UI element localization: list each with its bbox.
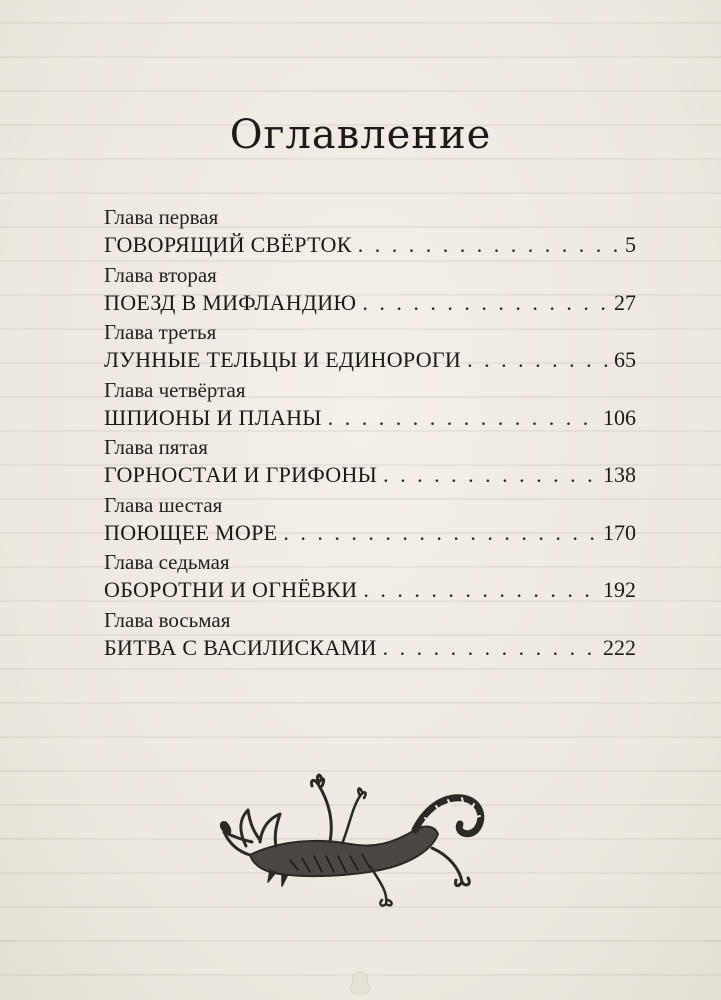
dot-leader	[328, 403, 597, 433]
chapter-page-number: 170	[603, 519, 636, 545]
chapter-row	[104, 633, 636, 663]
chapter-title: ОБОРОТНИ И ОГНЁВКИ	[104, 577, 358, 602]
chapter-page-number: 65	[614, 347, 636, 372]
chapter-row	[104, 460, 636, 490]
chapter-title: ПОЕЗД В МИФЛАНДИЮ	[104, 289, 357, 315]
ornament-icon	[345, 968, 375, 998]
chapter-title: ГОРНОСТАИ И ГРИФОНЫ	[104, 462, 378, 487]
chapter-title: ГОВОРЯЩИЙ СВЁРТОК	[104, 232, 352, 257]
chapter-page-number: 192	[603, 577, 636, 602]
dot-leader	[358, 230, 619, 260]
chapter-label: Глава пятая	[104, 435, 208, 459]
chapter-page-number: 106	[603, 404, 636, 430]
chapter-page-number: 5	[625, 232, 636, 257]
toc-entry-3	[104, 319, 636, 377]
page-title: Оглавление	[229, 112, 492, 158]
dot-leader	[467, 345, 608, 375]
chapter-title: БИТВА С ВАСИЛИСКАМИ	[104, 634, 377, 660]
chapter-label: Глава седьмая	[104, 550, 230, 574]
toc-entry-7	[104, 549, 636, 607]
chapter-title: ШПИОНЫ И ПЛАНЫ	[104, 404, 322, 430]
toc-entry-1	[104, 204, 636, 262]
chapter-page-number: 27	[614, 289, 636, 315]
dot-leader	[383, 460, 597, 490]
dot-leader	[383, 633, 597, 663]
chapter-label: Глава четвёртая	[104, 377, 246, 402]
chapter-page-number: 138	[603, 462, 636, 487]
chapter-label: Глава третья	[104, 320, 217, 344]
chapter-label: Глава первая	[104, 205, 219, 229]
chapter-page-number: 222	[603, 634, 636, 660]
dot-leader	[363, 575, 597, 605]
chapter-row	[104, 345, 636, 375]
chapter-row	[104, 518, 636, 548]
toc-entry-5	[104, 434, 636, 492]
chapter-label: Глава вторая	[104, 262, 217, 287]
table-of-contents	[104, 204, 636, 664]
chapter-label: Глава восьмая	[104, 607, 231, 632]
toc-entry-8	[104, 607, 636, 665]
dot-leader	[362, 288, 608, 318]
chapter-row	[104, 403, 636, 433]
dragon-illustration-icon	[210, 760, 500, 910]
chapter-title: ЛУННЫЕ ТЕЛЬЦЫ И ЕДИНОРОГИ	[104, 347, 462, 372]
chapter-row	[104, 230, 636, 260]
chapter-row	[104, 575, 636, 605]
dot-leader	[283, 518, 597, 548]
chapter-label: Глава шестая	[104, 492, 223, 517]
chapter-row	[104, 288, 636, 318]
chapter-title: ПОЮЩЕЕ МОРЕ	[104, 519, 278, 545]
toc-entry-2	[104, 262, 636, 320]
toc-entry-6	[104, 492, 636, 550]
toc-entry-4	[104, 377, 636, 435]
